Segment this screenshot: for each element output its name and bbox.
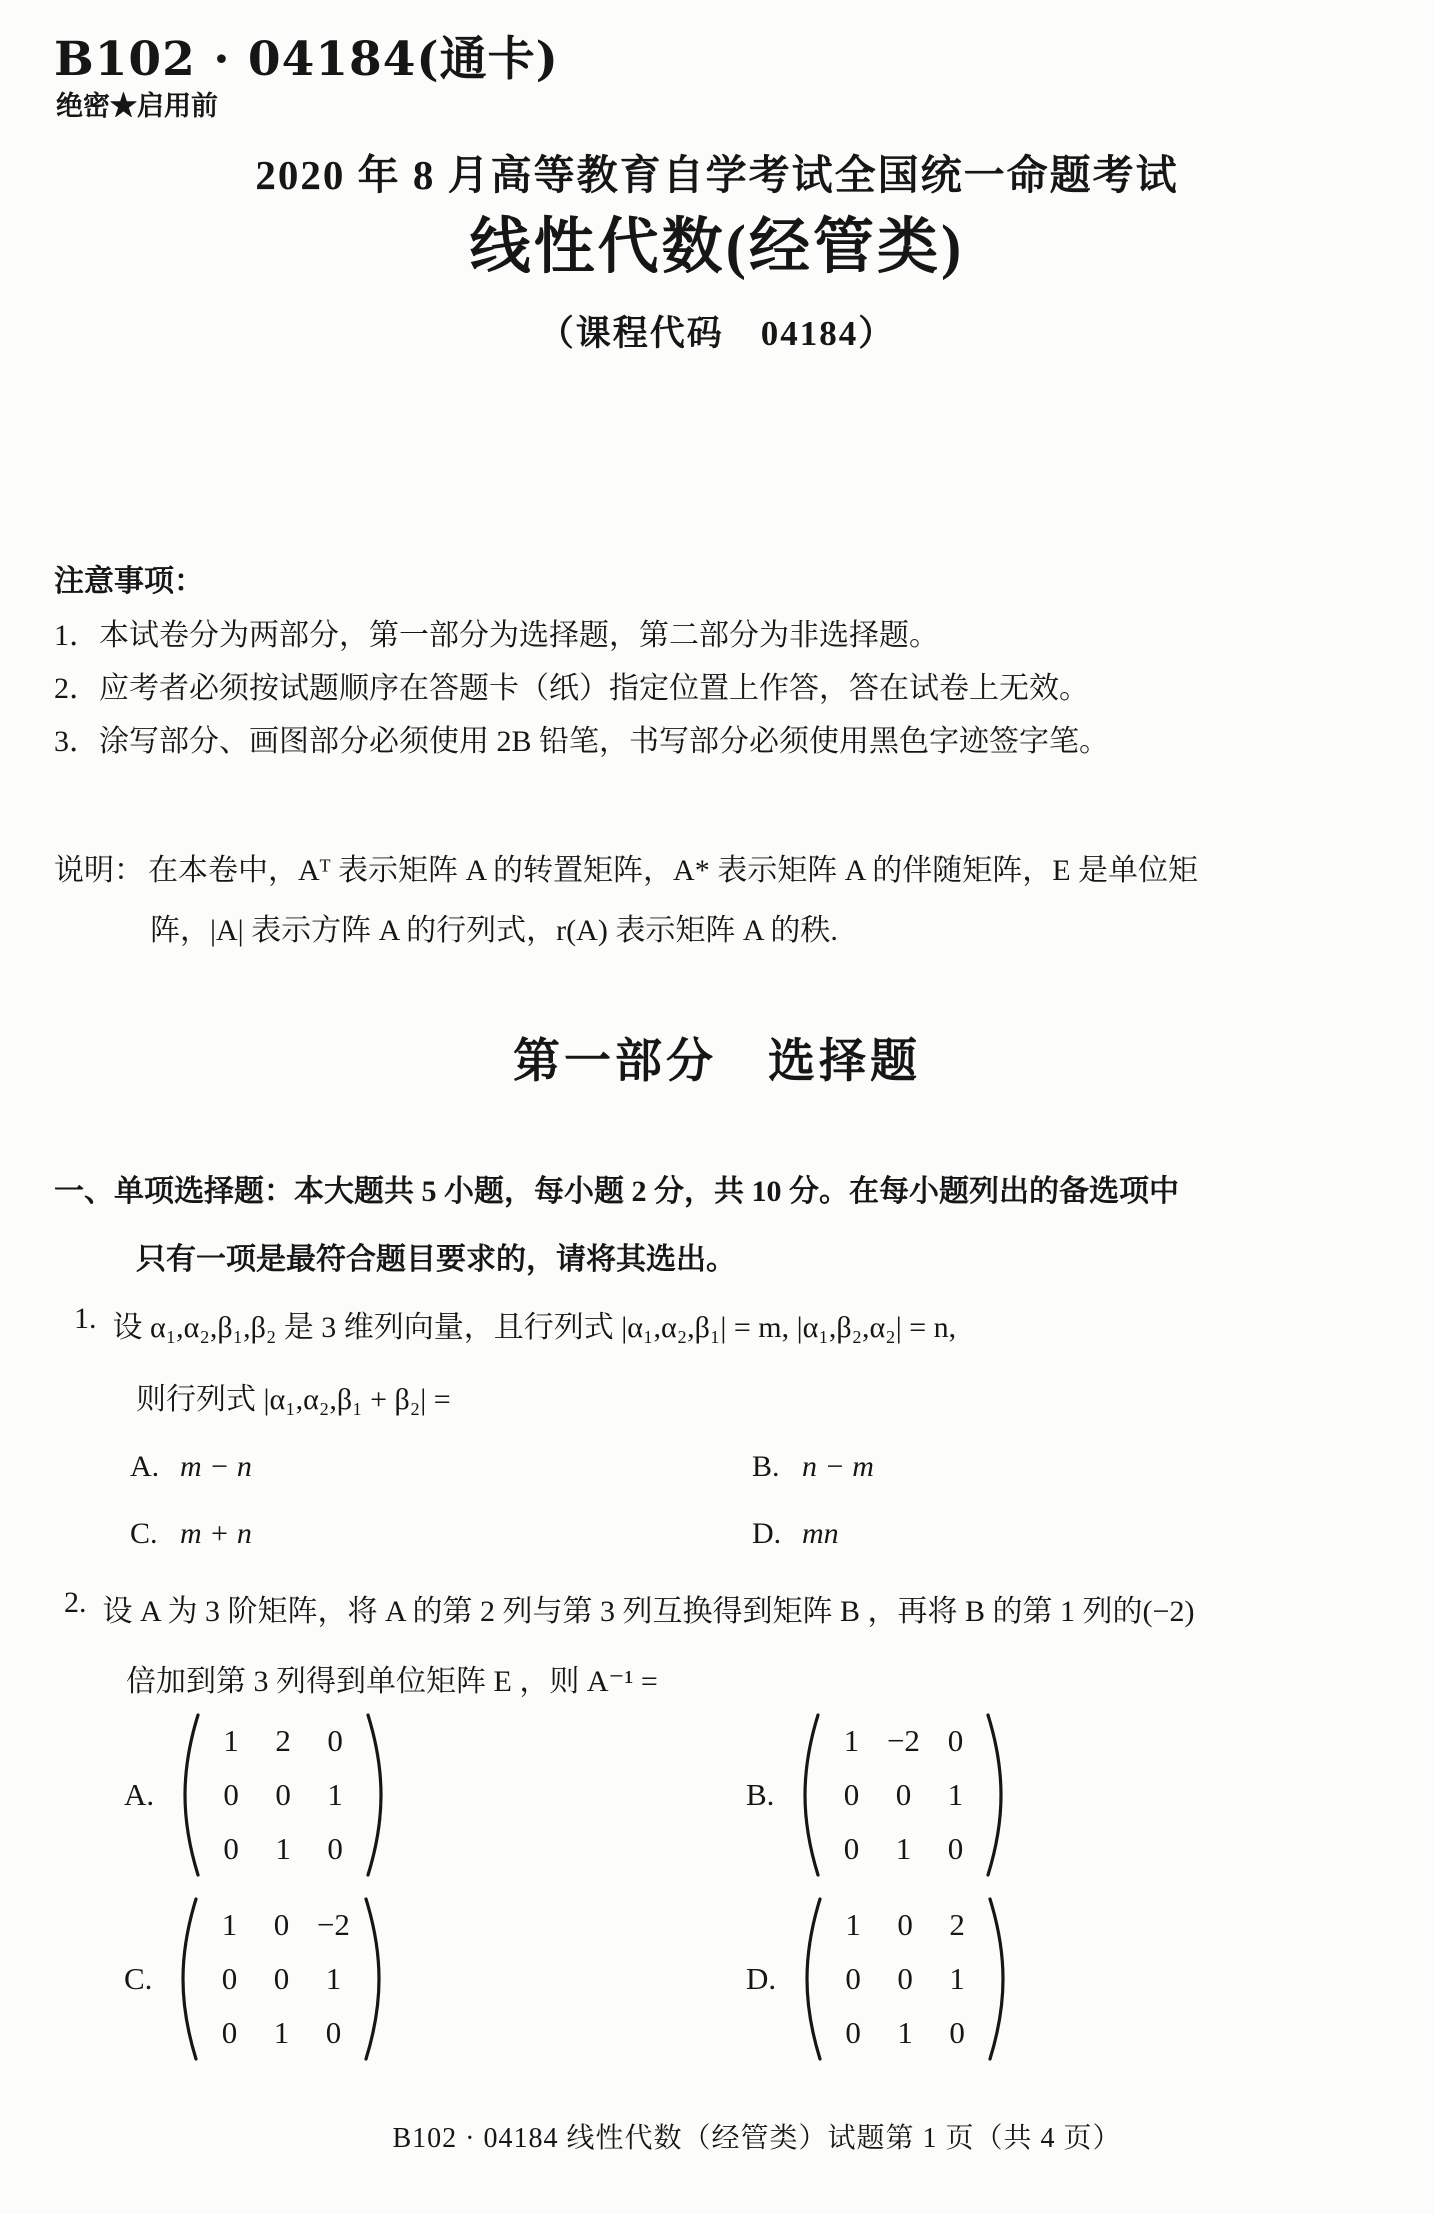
matrix-cell: 1 xyxy=(843,1723,860,1758)
matrix-cell: 0 xyxy=(273,1907,290,1942)
course-code: （课程代码 04184） xyxy=(538,314,896,353)
q1-option-c-value: m + n xyxy=(180,1517,252,1550)
matrix-cell: 1 xyxy=(947,1777,964,1812)
matrix-cell: 1 xyxy=(325,1961,342,1996)
q1-option-d xyxy=(752,1517,839,1551)
matrix-cell: 0 xyxy=(947,1723,964,1758)
mcq-instructions-line-2: 只有一项是最符合题目要求的，请将其选出。 xyxy=(136,1243,736,1276)
matrix-paren-left xyxy=(802,1712,820,1878)
notice-item-1: 1．本试卷分为两部分，第一部分为选择题，第二部分为非选择题。 xyxy=(54,619,939,652)
q1-option-d-label: D. xyxy=(752,1517,782,1550)
notice-item-2: 2．应考者必须按试题顺序在答题卡（纸）指定位置上作答，答在试卷上无效。 xyxy=(54,672,1089,705)
q1-option-b-value: n − m xyxy=(802,1450,874,1483)
part1-heading: 第一部分 选择题 xyxy=(513,1036,921,1088)
matrix-cell: −2 xyxy=(316,1907,350,1942)
notes-heading: 注意事项： xyxy=(54,565,204,598)
q2-stem-text-1: 设 A 为 3 阶矩阵，将 A 的第 2 列与第 3 列互换得到矩阵 B ，再将 B 的第 1 列的(−2) xyxy=(102,1595,1195,1628)
matrix-paren-right xyxy=(986,1712,1004,1878)
q1-option-a-value: m − n xyxy=(180,1450,252,1483)
q1-option-c xyxy=(130,1517,252,1551)
matrix-cell: 0 xyxy=(327,1831,343,1866)
matrix-cell: 1 xyxy=(845,1907,861,1942)
q1-option-a xyxy=(130,1450,252,1484)
matrix-cell: 0 xyxy=(223,1777,239,1812)
q1-option-c-label: C. xyxy=(130,1517,158,1550)
q2-option-b xyxy=(746,1712,1004,1878)
matrix-paren-left xyxy=(182,1712,200,1878)
matrix-cell: 1 xyxy=(327,1777,343,1812)
matrix-cell: 0 xyxy=(325,2015,342,2050)
matrix-cell: 1 xyxy=(221,1907,238,1942)
q2-option-b-label: B. xyxy=(746,1777,775,1812)
q2-option-c-label: C. xyxy=(124,1961,153,1996)
q2-option-b-matrix xyxy=(820,1714,986,1876)
q1-option-b xyxy=(752,1450,874,1484)
matrix-cell: 0 xyxy=(223,1831,239,1866)
matrix-cell: 0 xyxy=(327,1723,343,1758)
matrix-cell: 1 xyxy=(895,1831,912,1866)
matrix-cell: 0 xyxy=(845,2015,861,2050)
q2-option-c xyxy=(124,1896,382,2062)
matrix-cell: 0 xyxy=(947,1831,964,1866)
q2-number: 2. xyxy=(64,1586,87,1619)
matrix-cell: −2 xyxy=(886,1723,920,1758)
subject-title: 线性代数(经管类) xyxy=(469,214,965,281)
matrix-cell: 0 xyxy=(843,1831,860,1866)
matrix-cell: 1 xyxy=(949,1961,965,1996)
matrix-cell: 0 xyxy=(895,1777,912,1812)
matrix-paren-right xyxy=(366,1712,384,1878)
matrix-cell: 0 xyxy=(275,1777,291,1812)
q1-number: 1. xyxy=(74,1302,97,1335)
q2-option-a-matrix xyxy=(200,1714,366,1876)
matrix-cell: 0 xyxy=(897,1961,913,1996)
q1-stem-line-2: 则行列式 |α₁,α₂,β₁ + β₂| = xyxy=(136,1383,451,1416)
matrix-cell: 0 xyxy=(897,1907,913,1942)
paper-code-label: B102 · 04184(通卡) xyxy=(54,32,559,87)
remark-line-2 xyxy=(150,905,838,949)
remark-label: 说明： xyxy=(54,854,144,887)
matrix-cell: 1 xyxy=(897,2015,913,2050)
matrix-cell: 1 xyxy=(273,2015,290,2050)
q2-option-c-matrix xyxy=(198,1898,364,2060)
mcq-instructions-line-1: 一、单项选择题：本大题共 5 小题，每小题 2 分，共 10 分。在每小题列出的备选项中 xyxy=(54,1175,1179,1208)
remark-line-1 xyxy=(54,845,1198,889)
matrix-cell: 2 xyxy=(275,1723,291,1758)
q2-option-d-label: D. xyxy=(746,1961,777,1996)
q1-stem-line-1 xyxy=(74,1302,956,1346)
matrix-paren-left xyxy=(180,1896,198,2062)
matrix-cell: 2 xyxy=(949,1907,965,1942)
matrix-cell: 0 xyxy=(843,1777,860,1812)
matrix-cell: 1 xyxy=(275,1831,291,1866)
secrecy-label: 绝密★启用前 xyxy=(56,91,218,121)
q1-option-a-label: A. xyxy=(130,1450,160,1483)
matrix-cell: 0 xyxy=(845,1961,861,1996)
matrix-cell: 0 xyxy=(273,1961,290,1996)
matrix-cell: 0 xyxy=(221,2015,238,2050)
q2-option-d-matrix xyxy=(822,1898,988,2060)
q2-option-a-label: A. xyxy=(124,1777,155,1812)
q2-stem-line-1 xyxy=(64,1586,1194,1630)
session-title: 2020 年 8 月高等教育自学考试全国统一命题考试 xyxy=(255,152,1179,198)
q1-option-b-label: B. xyxy=(752,1450,780,1483)
notice-item-3: 3．涂写部分、画图部分必须使用 2B 铅笔，书写部分必须使用黑色字迹签字笔。 xyxy=(54,725,1110,758)
matrix-paren-right xyxy=(364,1896,382,2062)
q2-option-d xyxy=(746,1896,1006,2062)
remark-text-1: 在本卷中，Aᵀ 表示矩阵 A 的转置矩阵，A* 表示矩阵 A 的伴随矩阵，E 是单位矩 xyxy=(148,854,1199,887)
matrix-cell: 0 xyxy=(949,2015,965,2050)
page-footer: B102 · 04184 线性代数（经管类）试题第 1 页（共 4 页） xyxy=(392,2123,1122,2154)
q1-option-d-value: mn xyxy=(802,1517,839,1550)
q2-option-a xyxy=(124,1712,384,1878)
remark-text-2: 阵，|A| 表示方阵 A 的行列式，r(A) 表示矩阵 A 的秩. xyxy=(150,914,838,947)
q1-stem-text-1: 设 α₁,α₂,β₁,β₂ 是 3 维列向量，且行列式 |α₁,α₂,β₁| = m, |α₁,β₂,α₂| = n, xyxy=(112,1311,957,1344)
q2-stem-line-2: 倍加到第 3 列得到单位矩阵 E ，则 A⁻¹ = xyxy=(126,1665,658,1698)
matrix-paren-left xyxy=(804,1896,822,2062)
matrix-paren-right xyxy=(988,1896,1006,2062)
matrix-cell: 1 xyxy=(223,1723,239,1758)
matrix-cell: 0 xyxy=(221,1961,238,1996)
